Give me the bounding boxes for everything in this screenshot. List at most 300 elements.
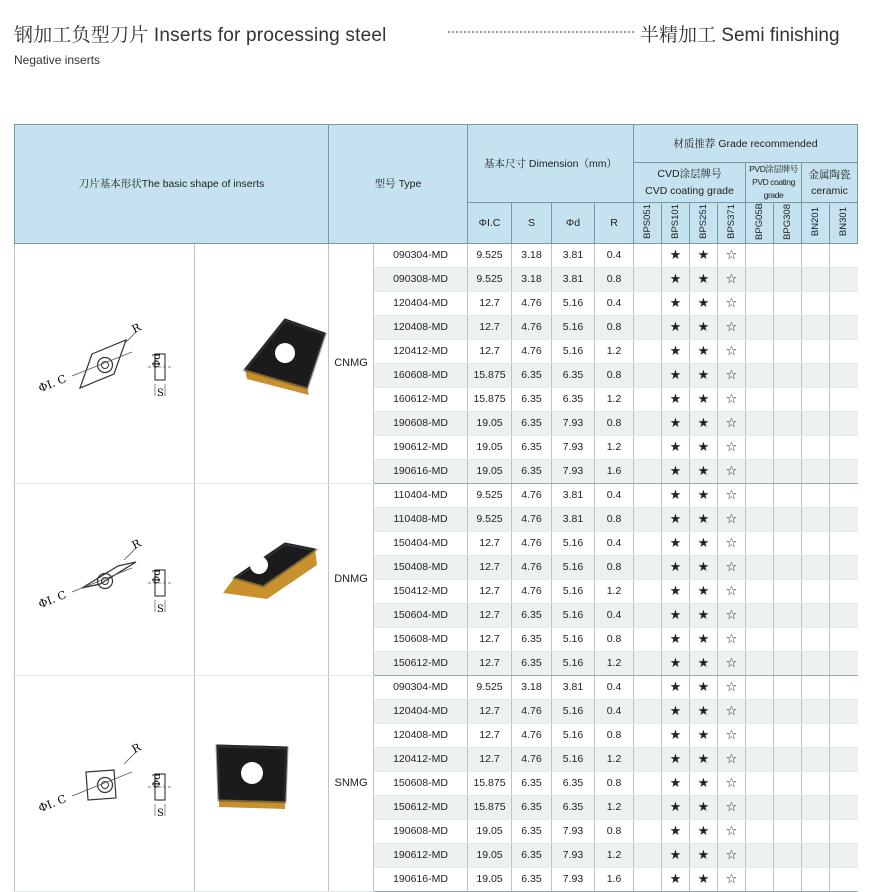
grade-mark-cell: ★ <box>690 651 718 675</box>
grade-mark-cell <box>746 627 774 651</box>
ic-cell: 12.7 <box>468 723 512 747</box>
table-header <box>15 125 858 244</box>
ic-cell: 15.875 <box>468 795 512 819</box>
grade-mark-cell <box>746 771 774 795</box>
d-label: Φd <box>151 569 163 585</box>
grade-mark-cell: ☆ <box>718 267 746 291</box>
insert-dimension-drawing <box>20 708 190 858</box>
insert-dimension-drawing <box>20 288 190 438</box>
grade-header <box>634 203 662 244</box>
grade-mark-cell <box>634 243 662 267</box>
r-cell: 0.8 <box>595 411 634 435</box>
grade-mark-cell <box>634 819 662 843</box>
model-cell: 190612-MD <box>374 843 468 867</box>
grade-mark-cell: ★ <box>690 723 718 747</box>
model-cell: 110408-MD <box>374 507 468 531</box>
model-cell: 190612-MD <box>374 435 468 459</box>
s-cell: 6.35 <box>512 435 552 459</box>
r-cell: 1.2 <box>595 795 634 819</box>
s-cell: 3.18 <box>512 675 552 699</box>
grade-mark-cell: ★ <box>662 243 690 267</box>
title-dotted-leader <box>448 31 634 33</box>
grade-mark-cell <box>774 795 802 819</box>
grade-mark-cell: ☆ <box>718 795 746 819</box>
grade-mark-cell: ☆ <box>718 459 746 483</box>
grade-mark-cell: ★ <box>662 867 690 891</box>
grade-mark-cell <box>774 699 802 723</box>
grade-mark-cell <box>634 795 662 819</box>
s-cell: 4.76 <box>512 555 552 579</box>
grade-mark-cell: ★ <box>662 723 690 747</box>
grade-mark-cell: ★ <box>690 483 718 507</box>
model-cell: 150608-MD <box>374 771 468 795</box>
grade-mark-cell <box>802 699 830 723</box>
grade-mark-cell <box>774 387 802 411</box>
grade-mark-cell <box>634 459 662 483</box>
ic-cell: 15.875 <box>468 387 512 411</box>
grade-mark-cell <box>802 291 830 315</box>
ic-label: ΦI. C <box>36 792 68 816</box>
grade-mark-cell <box>746 267 774 291</box>
page-subtitle: Negative inserts <box>14 53 101 67</box>
s-cell: 4.76 <box>512 315 552 339</box>
ic-cell: 12.7 <box>468 579 512 603</box>
model-cell: 120408-MD <box>374 315 468 339</box>
model-cell: 190608-MD <box>374 819 468 843</box>
grade-header <box>830 203 858 244</box>
grade-mark-cell <box>802 483 830 507</box>
grade-mark-cell: ☆ <box>718 843 746 867</box>
grade-mark-cell <box>774 315 802 339</box>
insert-photo-cell <box>195 483 329 675</box>
grade-mark-cell: ☆ <box>718 243 746 267</box>
model-cell: 150608-MD <box>374 627 468 651</box>
d-cell: 7.93 <box>552 867 595 891</box>
shape-diagram-cell <box>15 243 195 483</box>
grade-name: BN201 <box>810 206 821 237</box>
grade-mark-cell: ★ <box>690 555 718 579</box>
model-cell: 090304-MD <box>374 243 468 267</box>
grade-mark-cell <box>830 315 858 339</box>
table-row <box>15 483 858 507</box>
r-cell: 0.8 <box>595 819 634 843</box>
r-cell: 0.4 <box>595 291 634 315</box>
grade-mark-cell <box>634 627 662 651</box>
model-cell: 190608-MD <box>374 411 468 435</box>
r-cell: 1.2 <box>595 339 634 363</box>
grade-mark-cell: ☆ <box>718 531 746 555</box>
d-cell: 7.93 <box>552 843 595 867</box>
grade-mark-cell: ★ <box>690 843 718 867</box>
grade-mark-cell <box>802 627 830 651</box>
grade-mark-cell: ☆ <box>718 339 746 363</box>
grade-mark-cell <box>802 243 830 267</box>
ic-label: ΦI. C <box>36 372 68 396</box>
s-cell: 6.35 <box>512 795 552 819</box>
grade-mark-cell: ★ <box>690 747 718 771</box>
model-cell: 090308-MD <box>374 267 468 291</box>
insert-dimension-drawing <box>20 504 190 654</box>
grade-mark-cell: ★ <box>662 291 690 315</box>
grade-mark-cell <box>802 339 830 363</box>
grade-mark-cell <box>830 675 858 699</box>
s-cell: 4.76 <box>512 339 552 363</box>
grade-mark-cell <box>830 867 858 891</box>
grade-mark-cell <box>634 651 662 675</box>
grade-mark-cell <box>634 603 662 627</box>
grade-mark-cell <box>802 507 830 531</box>
r-cell: 0.4 <box>595 699 634 723</box>
grade-mark-cell: ★ <box>690 531 718 555</box>
grade-mark-cell <box>774 651 802 675</box>
d-cell: 5.16 <box>552 699 595 723</box>
r-cell: 0.8 <box>595 267 634 291</box>
grade-mark-cell: ★ <box>662 747 690 771</box>
grade-mark-cell <box>774 435 802 459</box>
grade-mark-cell <box>634 363 662 387</box>
grade-mark-cell <box>634 723 662 747</box>
insert-product-photo <box>197 733 327 833</box>
grade-mark-cell <box>830 291 858 315</box>
shape-diagram-cell <box>15 675 195 891</box>
grade-mark-cell <box>746 603 774 627</box>
grade-mark-cell: ☆ <box>718 651 746 675</box>
d-cell: 5.16 <box>552 579 595 603</box>
grade-mark-cell <box>774 555 802 579</box>
grade-mark-cell <box>830 363 858 387</box>
grade-mark-cell <box>830 507 858 531</box>
ic-cell: 9.525 <box>468 483 512 507</box>
grade-mark-cell <box>830 243 858 267</box>
grade-mark-cell: ★ <box>690 819 718 843</box>
grade-mark-cell <box>774 771 802 795</box>
grade-mark-cell <box>802 651 830 675</box>
model-cell: 120412-MD <box>374 747 468 771</box>
grade-mark-cell <box>746 387 774 411</box>
grade-mark-cell: ★ <box>690 339 718 363</box>
grade-mark-cell <box>774 843 802 867</box>
r-label: R <box>129 741 143 757</box>
r-label: R <box>129 537 143 553</box>
grade-mark-cell <box>830 435 858 459</box>
dimension-column-header: 基本尺寸 Dimension（mm） <box>468 125 634 203</box>
insert-product-photo <box>197 313 327 413</box>
r-cell: 0.4 <box>595 483 634 507</box>
model-cell: 120408-MD <box>374 723 468 747</box>
s-label: S <box>156 388 164 400</box>
insert-photo-cell <box>195 675 329 891</box>
model-cell: 120404-MD <box>374 699 468 723</box>
grade-mark-cell <box>634 435 662 459</box>
grade-name: BPS051 <box>642 204 653 239</box>
grade-mark-cell <box>634 555 662 579</box>
grade-mark-cell: ☆ <box>718 483 746 507</box>
grade-header <box>718 203 746 244</box>
model-cell: 120412-MD <box>374 339 468 363</box>
s-cell: 6.35 <box>512 363 552 387</box>
insert-product-photo <box>197 529 327 629</box>
grade-mark-cell <box>774 411 802 435</box>
model-cell: 190616-MD <box>374 459 468 483</box>
grade-mark-cell: ★ <box>690 627 718 651</box>
grade-mark-cell: ★ <box>690 243 718 267</box>
model-cell: 160612-MD <box>374 387 468 411</box>
d-cell: 5.16 <box>552 603 595 627</box>
grade-mark-cell <box>830 531 858 555</box>
grade-mark-cell <box>634 387 662 411</box>
grade-mark-cell <box>830 387 858 411</box>
grade-mark-cell <box>634 507 662 531</box>
ic-cell: 15.875 <box>468 771 512 795</box>
grade-mark-cell <box>634 843 662 867</box>
grade-mark-cell: ★ <box>662 339 690 363</box>
grade-mark-cell <box>802 795 830 819</box>
grade-mark-cell <box>774 363 802 387</box>
grade-name: BPS101 <box>670 204 681 239</box>
s-cell: 6.35 <box>512 387 552 411</box>
ic-cell: 12.7 <box>468 531 512 555</box>
ic-cell: 19.05 <box>468 867 512 891</box>
grade-mark-cell <box>774 627 802 651</box>
grade-mark-cell <box>746 675 774 699</box>
d-cell: 5.16 <box>552 339 595 363</box>
grade-mark-cell <box>830 627 858 651</box>
grade-mark-cell <box>746 579 774 603</box>
grade-mark-cell: ★ <box>690 699 718 723</box>
insert-type: SNMG <box>329 675 374 891</box>
pvd-grade-label-en: PVD coating grade <box>752 177 795 200</box>
ic-cell: 12.7 <box>468 555 512 579</box>
grade-mark-cell <box>746 507 774 531</box>
grade-mark-cell <box>774 675 802 699</box>
grade-mark-cell: ☆ <box>718 387 746 411</box>
d-cell: 7.93 <box>552 819 595 843</box>
grade-mark-cell <box>830 555 858 579</box>
inserts-table <box>14 124 858 892</box>
ic-cell: 12.7 <box>468 651 512 675</box>
grade-mark-cell <box>802 579 830 603</box>
grade-mark-cell: ★ <box>662 459 690 483</box>
d-cell: 5.16 <box>552 627 595 651</box>
grade-mark-cell: ☆ <box>718 507 746 531</box>
grade-mark-cell <box>746 651 774 675</box>
grade-mark-cell <box>634 315 662 339</box>
d-label: Φd <box>151 773 163 789</box>
ic-cell: 19.05 <box>468 411 512 435</box>
ic-cell: 12.7 <box>468 315 512 339</box>
table-body <box>15 243 858 891</box>
r-cell: 1.2 <box>595 843 634 867</box>
grade-mark-cell: ★ <box>662 315 690 339</box>
r-cell: 0.8 <box>595 627 634 651</box>
grade-mark-cell: ★ <box>690 459 718 483</box>
d-cell: 5.16 <box>552 747 595 771</box>
grade-mark-cell: ★ <box>662 555 690 579</box>
grade-mark-cell <box>634 339 662 363</box>
grade-mark-cell <box>774 483 802 507</box>
grade-mark-cell: ☆ <box>718 435 746 459</box>
d-cell: 5.16 <box>552 531 595 555</box>
grade-name: BPS371 <box>726 204 737 239</box>
grade-mark-cell <box>802 555 830 579</box>
grade-mark-cell: ★ <box>662 651 690 675</box>
grade-mark-cell <box>802 315 830 339</box>
grade-mark-cell <box>746 747 774 771</box>
s-cell: 4.76 <box>512 579 552 603</box>
grade-mark-cell: ★ <box>662 411 690 435</box>
grade-mark-cell: ★ <box>690 771 718 795</box>
s-cell: 6.35 <box>512 411 552 435</box>
ic-cell: 12.7 <box>468 699 512 723</box>
grade-mark-cell: ★ <box>662 699 690 723</box>
grade-mark-cell: ★ <box>690 411 718 435</box>
grade-mark-cell <box>746 483 774 507</box>
grade-mark-cell <box>634 483 662 507</box>
grade-mark-cell <box>746 723 774 747</box>
d-cell: 6.35 <box>552 387 595 411</box>
grade-mark-cell <box>802 747 830 771</box>
s-cell: 6.35 <box>512 819 552 843</box>
ic-cell: 12.7 <box>468 339 512 363</box>
grade-mark-cell <box>802 363 830 387</box>
grade-mark-cell <box>774 507 802 531</box>
grade-mark-cell <box>830 771 858 795</box>
grade-mark-cell <box>830 747 858 771</box>
model-cell: 090304-MD <box>374 675 468 699</box>
grade-mark-cell <box>802 723 830 747</box>
grade-mark-cell: ★ <box>690 795 718 819</box>
model-cell: 120404-MD <box>374 291 468 315</box>
page-title: 钢加工负型刀片 Inserts for processing steel <box>14 25 387 46</box>
grade-mark-cell <box>830 843 858 867</box>
grade-mark-cell <box>802 459 830 483</box>
grade-mark-cell: ★ <box>662 603 690 627</box>
grade-mark-cell <box>746 243 774 267</box>
grade-mark-cell <box>830 411 858 435</box>
ic-cell: 19.05 <box>468 459 512 483</box>
grade-mark-cell: ★ <box>662 507 690 531</box>
dim-header-d: Φd <box>552 203 595 244</box>
grade-header <box>802 203 830 244</box>
ic-cell: 9.525 <box>468 243 512 267</box>
grade-mark-cell: ★ <box>690 675 718 699</box>
grade-mark-cell <box>802 267 830 291</box>
ic-cell: 19.05 <box>468 843 512 867</box>
grade-mark-cell: ☆ <box>718 867 746 891</box>
grade-mark-cell <box>746 315 774 339</box>
grade-mark-cell <box>746 555 774 579</box>
r-cell: 1.2 <box>595 387 634 411</box>
grade-header <box>690 203 718 244</box>
d-cell: 5.16 <box>552 315 595 339</box>
model-cell: 150612-MD <box>374 651 468 675</box>
model-cell: 110404-MD <box>374 483 468 507</box>
r-cell: 0.4 <box>595 675 634 699</box>
grade-header <box>774 203 802 244</box>
grade-name: BPG308 <box>782 203 793 240</box>
grade-mark-cell: ☆ <box>718 819 746 843</box>
grade-name: BN301 <box>838 206 849 237</box>
grade-mark-cell <box>802 819 830 843</box>
grade-mark-cell <box>746 531 774 555</box>
ic-cell: 9.525 <box>468 675 512 699</box>
ic-label: ΦI. C <box>36 588 68 612</box>
d-cell: 6.35 <box>552 795 595 819</box>
grade-mark-cell: ★ <box>662 675 690 699</box>
grade-mark-cell <box>746 699 774 723</box>
grade-mark-cell <box>830 651 858 675</box>
d-cell: 7.93 <box>552 435 595 459</box>
grade-mark-cell: ☆ <box>718 291 746 315</box>
s-cell: 6.35 <box>512 867 552 891</box>
cvd-grade-header <box>634 163 746 203</box>
d-cell: 5.16 <box>552 291 595 315</box>
d-cell: 5.16 <box>552 723 595 747</box>
grade-mark-cell: ★ <box>690 603 718 627</box>
d-cell: 5.16 <box>552 651 595 675</box>
ic-cell: 15.875 <box>468 363 512 387</box>
cvd-grade-label-en: CVD coating grade <box>645 184 734 197</box>
grade-mark-cell <box>774 531 802 555</box>
grade-mark-cell: ★ <box>662 363 690 387</box>
grade-mark-cell: ☆ <box>718 771 746 795</box>
r-cell: 0.8 <box>595 723 634 747</box>
r-cell: 0.4 <box>595 243 634 267</box>
s-cell: 3.18 <box>512 267 552 291</box>
s-cell: 4.76 <box>512 747 552 771</box>
model-cell: 160608-MD <box>374 363 468 387</box>
ic-cell: 12.7 <box>468 291 512 315</box>
grade-mark-cell <box>774 579 802 603</box>
grade-mark-cell <box>774 267 802 291</box>
ceramic-label-cn: 金属陶瓷 <box>808 168 851 181</box>
s-cell: 6.35 <box>512 651 552 675</box>
s-label: S <box>156 604 164 616</box>
grade-mark-cell: ★ <box>690 507 718 531</box>
grade-mark-cell <box>634 411 662 435</box>
d-cell: 3.81 <box>552 243 595 267</box>
s-cell: 6.35 <box>512 843 552 867</box>
pvd-grade-header <box>746 163 802 203</box>
s-label: S <box>156 808 164 820</box>
grade-name: BPG05B <box>754 203 765 240</box>
grade-mark-cell <box>774 747 802 771</box>
r-cell: 1.6 <box>595 459 634 483</box>
model-cell: 150604-MD <box>374 603 468 627</box>
grade-mark-cell <box>634 771 662 795</box>
r-cell: 1.2 <box>595 651 634 675</box>
d-cell: 3.81 <box>552 267 595 291</box>
s-cell: 4.76 <box>512 531 552 555</box>
grade-mark-cell: ★ <box>690 867 718 891</box>
grade-mark-cell <box>746 459 774 483</box>
pvd-grade-label-cn: PVD涂层牌号 <box>749 164 798 174</box>
grade-mark-cell: ★ <box>662 819 690 843</box>
grade-mark-cell: ☆ <box>718 315 746 339</box>
r-cell: 1.2 <box>595 579 634 603</box>
grade-mark-cell: ★ <box>662 483 690 507</box>
grade-column-header: 材质推荐 Grade recommended <box>634 125 858 163</box>
d-cell: 3.81 <box>552 507 595 531</box>
model-cell: 150412-MD <box>374 579 468 603</box>
d-cell: 3.81 <box>552 675 595 699</box>
grade-mark-cell: ★ <box>662 627 690 651</box>
ceramic-label-en: ceramic <box>811 184 848 197</box>
grade-mark-cell <box>802 867 830 891</box>
d-cell: 7.93 <box>552 411 595 435</box>
r-cell: 0.8 <box>595 363 634 387</box>
grade-mark-cell: ★ <box>662 267 690 291</box>
